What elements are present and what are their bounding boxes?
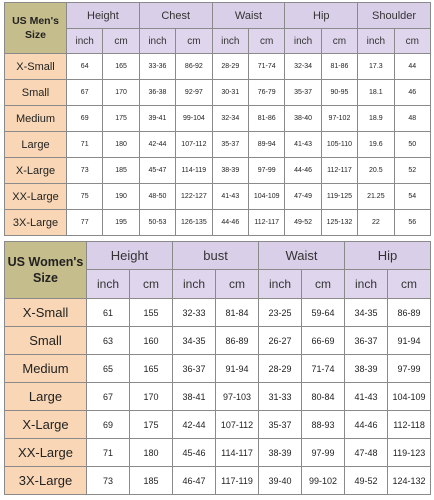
size-label: 3X-Large xyxy=(5,210,67,236)
measurement-cell: 36-38 xyxy=(139,80,175,106)
table-row xyxy=(5,210,431,236)
measurement-cell: 66-69 xyxy=(302,327,345,355)
measurement-cell: 32-34 xyxy=(212,106,248,132)
measurement-cell: 32-34 xyxy=(285,54,321,80)
measurement-cell: 64 xyxy=(67,54,103,80)
measurement-cell: 44-46 xyxy=(285,158,321,184)
column-group-header: Hip xyxy=(285,3,358,29)
measurement-cell: 20.5 xyxy=(358,158,394,184)
table-row xyxy=(5,80,431,106)
measurement-cell: 73 xyxy=(67,158,103,184)
table-row xyxy=(5,327,431,355)
table-row xyxy=(5,355,431,383)
measurement-cell: 170 xyxy=(130,383,173,411)
measurement-cell: 114-119 xyxy=(176,158,212,184)
measurement-cell: 119-125 xyxy=(321,184,357,210)
measurement-cell: 75 xyxy=(67,184,103,210)
table-row xyxy=(5,184,431,210)
measurement-cell: 18.1 xyxy=(358,80,394,106)
measurement-cell: 155 xyxy=(130,299,173,327)
measurement-cell: 185 xyxy=(130,467,173,495)
womens-size-rows xyxy=(5,299,431,495)
measurement-cell: 126-135 xyxy=(176,210,212,236)
table-row xyxy=(5,439,431,467)
size-label: X-Small xyxy=(5,54,67,80)
measurement-cell: 36-37 xyxy=(173,355,216,383)
header-group-row xyxy=(5,242,431,270)
measurement-cell: 97-102 xyxy=(321,106,357,132)
size-label: Large xyxy=(5,132,67,158)
size-label: X-Large xyxy=(5,411,87,439)
measurement-cell: 26-27 xyxy=(259,327,302,355)
measurement-cell: 49-52 xyxy=(285,210,321,236)
measurement-cell: 38-39 xyxy=(345,355,388,383)
mens-size-rows xyxy=(5,54,431,236)
measurement-cell: 119-123 xyxy=(388,439,431,467)
measurement-cell: 195 xyxy=(103,210,139,236)
measurement-cell: 69 xyxy=(87,411,130,439)
measurement-cell: 76-79 xyxy=(248,80,284,106)
measurement-cell: 124-132 xyxy=(388,467,431,495)
size-label: 3X-Large xyxy=(5,467,87,495)
measurement-cell: 122-127 xyxy=(176,184,212,210)
measurement-cell: 28-29 xyxy=(212,54,248,80)
measurement-cell: 71 xyxy=(67,132,103,158)
measurement-cell: 38-39 xyxy=(259,439,302,467)
size-label: XX-Large xyxy=(5,439,87,467)
measurement-cell: 71-74 xyxy=(248,54,284,80)
unit-header: cm xyxy=(302,270,345,299)
measurement-cell: 105-110 xyxy=(321,132,357,158)
measurement-cell: 39-41 xyxy=(139,106,175,132)
unit-header: inch xyxy=(139,29,175,54)
measurement-cell: 36-37 xyxy=(345,327,388,355)
measurement-cell: 35-37 xyxy=(285,80,321,106)
measurement-cell: 33-36 xyxy=(139,54,175,80)
measurement-cell: 107-112 xyxy=(216,411,259,439)
measurement-cell: 30-31 xyxy=(212,80,248,106)
measurement-cell: 114-117 xyxy=(216,439,259,467)
measurement-cell: 46 xyxy=(394,80,430,106)
unit-header: cm xyxy=(388,270,431,299)
measurement-cell: 41-43 xyxy=(285,132,321,158)
unit-header: cm xyxy=(321,29,357,54)
measurement-cell: 63 xyxy=(87,327,130,355)
measurement-cell: 91-94 xyxy=(216,355,259,383)
measurement-cell: 38-40 xyxy=(285,106,321,132)
measurement-cell: 99-102 xyxy=(302,467,345,495)
measurement-cell: 59-64 xyxy=(302,299,345,327)
column-group-header: Chest xyxy=(139,3,212,29)
measurement-cell: 81-86 xyxy=(248,106,284,132)
column-group-header: Height xyxy=(87,242,173,270)
unit-header: inch xyxy=(212,29,248,54)
measurement-cell: 97-99 xyxy=(248,158,284,184)
measurement-cell: 35-37 xyxy=(259,411,302,439)
measurement-cell: 97-99 xyxy=(302,439,345,467)
measurement-cell: 99-104 xyxy=(176,106,212,132)
measurement-cell: 86-89 xyxy=(216,327,259,355)
table-corner-label: US Women's Size xyxy=(5,242,87,299)
measurement-cell: 52 xyxy=(394,158,430,184)
measurement-cell: 80-84 xyxy=(302,383,345,411)
table-corner-label: US Men's Size xyxy=(5,3,67,54)
measurement-cell: 35-37 xyxy=(212,132,248,158)
column-group-header: Waist xyxy=(259,242,345,270)
measurement-cell: 89-94 xyxy=(248,132,284,158)
measurement-cell: 97-103 xyxy=(216,383,259,411)
measurement-cell: 67 xyxy=(67,80,103,106)
measurement-cell: 81-84 xyxy=(216,299,259,327)
measurement-cell: 49-52 xyxy=(345,467,388,495)
measurement-cell: 41-43 xyxy=(345,383,388,411)
column-group-header: Shoulder xyxy=(358,3,431,29)
measurement-cell: 44-46 xyxy=(345,411,388,439)
measurement-cell: 65 xyxy=(87,355,130,383)
measurement-cell: 77 xyxy=(67,210,103,236)
unit-header: inch xyxy=(358,29,394,54)
measurement-cell: 67 xyxy=(87,383,130,411)
table-row xyxy=(5,158,431,184)
mens-size-chart xyxy=(4,2,431,236)
table-row xyxy=(5,383,431,411)
column-group-header: bust xyxy=(173,242,259,270)
table-row xyxy=(5,411,431,439)
measurement-cell: 107-112 xyxy=(176,132,212,158)
measurement-cell: 50 xyxy=(394,132,430,158)
table-row xyxy=(5,299,431,327)
measurement-cell: 17.3 xyxy=(358,54,394,80)
measurement-cell: 39-40 xyxy=(259,467,302,495)
measurement-cell: 92-97 xyxy=(176,80,212,106)
measurement-cell: 71 xyxy=(87,439,130,467)
measurement-cell: 48 xyxy=(394,106,430,132)
unit-header: inch xyxy=(67,29,103,54)
unit-header: cm xyxy=(248,29,284,54)
measurement-cell: 175 xyxy=(130,411,173,439)
measurement-cell: 46-47 xyxy=(173,467,216,495)
size-label: Large xyxy=(5,383,87,411)
unit-header: inch xyxy=(345,270,388,299)
measurement-cell: 18.9 xyxy=(358,106,394,132)
measurement-cell: 112-117 xyxy=(321,158,357,184)
unit-header: inch xyxy=(173,270,216,299)
measurement-cell: 56 xyxy=(394,210,430,236)
measurement-cell: 22 xyxy=(358,210,394,236)
unit-header: inch xyxy=(285,29,321,54)
measurement-cell: 42-44 xyxy=(173,411,216,439)
unit-header: inch xyxy=(259,270,302,299)
measurement-cell: 45-46 xyxy=(173,439,216,467)
header-group-row xyxy=(5,3,431,29)
measurement-cell: 170 xyxy=(103,80,139,106)
measurement-cell: 41-43 xyxy=(212,184,248,210)
measurement-cell: 165 xyxy=(103,54,139,80)
measurement-cell: 50-53 xyxy=(139,210,175,236)
measurement-cell: 97-99 xyxy=(388,355,431,383)
measurement-cell: 91-94 xyxy=(388,327,431,355)
measurement-cell: 165 xyxy=(130,355,173,383)
column-group-header: Waist xyxy=(212,3,285,29)
column-group-header: Height xyxy=(67,3,140,29)
measurement-cell: 34-35 xyxy=(173,327,216,355)
measurement-cell: 47-48 xyxy=(345,439,388,467)
measurement-cell: 190 xyxy=(103,184,139,210)
size-label: Small xyxy=(5,327,87,355)
measurement-cell: 31-33 xyxy=(259,383,302,411)
measurement-cell: 125-132 xyxy=(321,210,357,236)
measurement-cell: 73 xyxy=(87,467,130,495)
column-group-header: Hip xyxy=(345,242,431,270)
measurement-cell: 21.25 xyxy=(358,184,394,210)
unit-header: cm xyxy=(394,29,430,54)
measurement-cell: 86-89 xyxy=(388,299,431,327)
measurement-cell: 61 xyxy=(87,299,130,327)
measurement-cell: 28-29 xyxy=(259,355,302,383)
table-row xyxy=(5,467,431,495)
measurement-cell: 19.6 xyxy=(358,132,394,158)
measurement-cell: 112-117 xyxy=(248,210,284,236)
measurement-cell: 45-47 xyxy=(139,158,175,184)
unit-header: cm xyxy=(130,270,173,299)
measurement-cell: 104-109 xyxy=(388,383,431,411)
size-label: Small xyxy=(5,80,67,106)
table-row xyxy=(5,54,431,80)
unit-header: cm xyxy=(103,29,139,54)
measurement-cell: 81-86 xyxy=(321,54,357,80)
measurement-cell: 88-93 xyxy=(302,411,345,439)
measurement-cell: 38-39 xyxy=(212,158,248,184)
measurement-cell: 42-44 xyxy=(139,132,175,158)
unit-header: cm xyxy=(176,29,212,54)
measurement-cell: 71-74 xyxy=(302,355,345,383)
size-label: Medium xyxy=(5,106,67,132)
size-label: Medium xyxy=(5,355,87,383)
measurement-cell: 112-118 xyxy=(388,411,431,439)
measurement-cell: 104-109 xyxy=(248,184,284,210)
measurement-cell: 34-35 xyxy=(345,299,388,327)
measurement-cell: 175 xyxy=(103,106,139,132)
measurement-cell: 86-92 xyxy=(176,54,212,80)
measurement-cell: 54 xyxy=(394,184,430,210)
table-row xyxy=(5,106,431,132)
measurement-cell: 185 xyxy=(103,158,139,184)
measurement-cell: 47-49 xyxy=(285,184,321,210)
measurement-cell: 44 xyxy=(394,54,430,80)
measurement-cell: 32-33 xyxy=(173,299,216,327)
measurement-cell: 23-25 xyxy=(259,299,302,327)
measurement-cell: 160 xyxy=(130,327,173,355)
measurement-cell: 38-41 xyxy=(173,383,216,411)
size-label: X-Large xyxy=(5,158,67,184)
unit-header: cm xyxy=(216,270,259,299)
size-label: XX-Large xyxy=(5,184,67,210)
measurement-cell: 180 xyxy=(130,439,173,467)
measurement-cell: 44-46 xyxy=(212,210,248,236)
table-row xyxy=(5,132,431,158)
womens-size-chart xyxy=(4,241,431,495)
size-label: X-Small xyxy=(5,299,87,327)
measurement-cell: 117-119 xyxy=(216,467,259,495)
measurement-cell: 90-95 xyxy=(321,80,357,106)
measurement-cell: 48-50 xyxy=(139,184,175,210)
measurement-cell: 69 xyxy=(67,106,103,132)
measurement-cell: 180 xyxy=(103,132,139,158)
header-unit-row xyxy=(5,29,431,54)
unit-header: inch xyxy=(87,270,130,299)
